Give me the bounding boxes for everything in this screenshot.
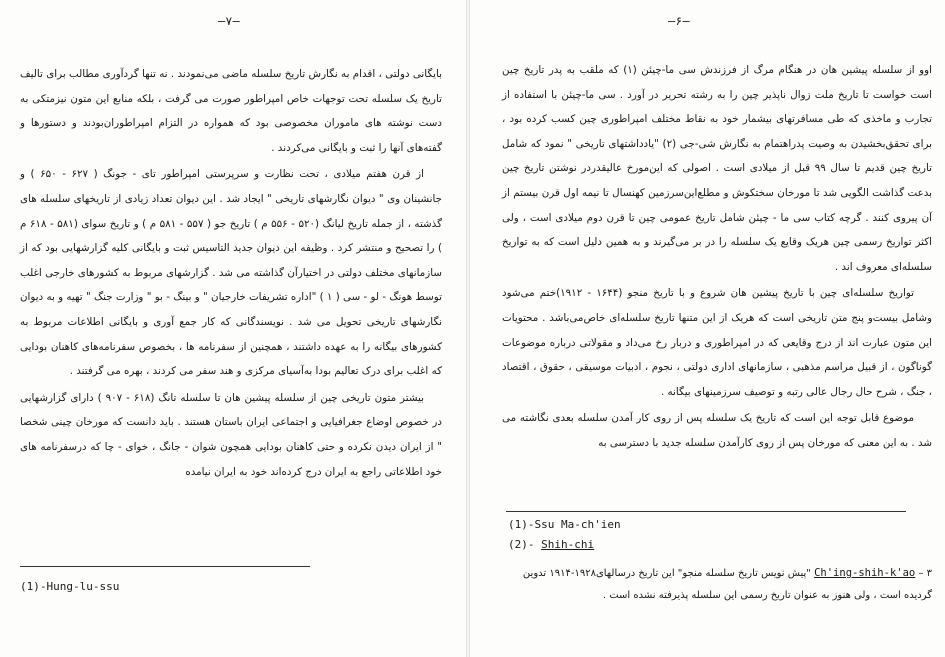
footnote-left-1: (1)-Hung-lu-ssu — [20, 580, 120, 593]
right-page-body — [502, 58, 932, 456]
footnote-right-3 — [506, 562, 932, 607]
right-page — [470, 0, 945, 657]
footnote-right-3-number: ۳ – — [918, 568, 932, 579]
left-page — [0, 0, 466, 657]
left-paragraph-2: از قرن هفتم میلادی ، تحت نظارت و سرپرستی امپراطور تای - جونگ ( ۶۲۷ - ۶۵۰ ) و جانشینان وی " دیوان نگارشهای تاریخی " ایجاد شد . این دیوان تعداد زیادی از تاریخهای سلسله های گذشته ، از جمله تاریخ لیانگ (۵۲۰ - ۵۵۶ م ) تاریخ جو ( ۵۵۷ - ۵۸۱ م ) و تاریخ سوای (۵۸۱ - ۶۱۸ م ) را تصحیح و منتشر کرد . وظیفه این دیوان جدید التاسیس ثبت و بایگانی کلیه گزارشهایی بود که از سازمانهای مختلف دولتی در اختیارآن گذاشته می شد . گزارشهای مربوط به کشورهای خارجی اغلب توسط هونگ - لو - سی ( ۱ ) "اداره تشریفات خارجیان " و بینگ - بو " وزارت جنگ " تهیه و به دیوان نگارشهای تاریخی تحویل می شد . نویسندگانی که کار جمع آوری و بایگانی اطلاعات مربوط به کشورهای بیگانه را به عهده داشتند ، همچنین از سفرنامه ها ، بخصوص سفرنامه‌های کاهنان بودایی که اغلب برای درک تعالیم بودا به‌آسیای مرکزی و هند سفر می کردند ، بهره می گرفتند . — [20, 168, 442, 378]
page-number-left: –۷– — [218, 14, 240, 28]
right-paragraph-1: اوو از سلسله پیشین هان در هنگام مرگ از فرزندش سی ما-چیئن (۱) که ملقب به پدر تاریخ چین است خواست تا تاریخ ملت زوال ناپذیر چین را به رشته تحریر در آورد . سی ما-چیئن با استفاده از تجارب و ماخذی که طی مسافرتهای بیشمار خود به نقاط مختلف امپراطوری چین کسب کرده بود ، برای تحقق‌بخشیدن به وصیت پدراهتمام به نگارش شی-جی (۲) "یادداشتهای تاریخی " نمود که شامل تاریخ چین قدیم تا سال ۹۹ قبل از میلادی است . اصولی که این‌مورخ عالیقدر‌در نوشتن تاریخ چین بدعت گذاشت الگویی شد تا مورخان سختکوش و مطلع‌این‌سرزمین کهنسال تا نیمه اول قرن بیستم از آن پیروی کنند . گرچه کتاب سی ما - چیئن شامل تاریخ عمومی چین تا قرن دوم میلادی است ، ولی اکثر تواریخ رسمی چین هریک وقایع یک سلسله را در بر می‌گیرند و به همین دلیل است که به تواریخ سلسله‌ای معروف اند . — [502, 64, 932, 273]
right-paragraph-2: تواریخ سلسله‌ای چین با تاریخ پیشین هان شروع و با تاریخ منجو (۱۶۴۴ - ۱۹۱۲)ختم می‌شود وشامل بیست‌و پنج متن تاریخی است که هریک از این متنها تاریخ سلسله‌ای خاص‌می‌باشد . محتویات این متون عبارت اند از درج وقایعی که در امپراطوری و دربار رخ می‌داد و مقولاتی درباره موضوعات گوناگون ، از قبیل مراسم مذهبی ، سازمانهای اداری دولتی ، نجوم ، ادبیات موسیقی ، حقوق ، اقتصاد ، جنگ ، شرح حال رجال عالی رتبه و توصیف سرزمینهای بیگانه . — [502, 287, 932, 398]
footnote-right-2-prefix: (2)- — [508, 538, 542, 551]
footnote-right-1: (1)-Ssu Ma-ch'ien — [508, 518, 621, 531]
page-number-right: –۶– — [668, 14, 690, 28]
footnote-divider-left — [20, 566, 310, 567]
right-paragraph-3: موضوع قابل توجه این است که تاریخ یک سلسله پس از روی کار آمدن سلسله بعدی نگاشته می شد . به این معنی که مورخان پس از روی کارآمدن سلسله جدید با دسترسی به — [502, 412, 932, 449]
footnote-divider-right — [506, 511, 906, 512]
footnote-right-2 — [508, 538, 594, 551]
footnote-right-3-latin: Ch'ing-shih-k'ao — [814, 567, 916, 579]
left-paragraph-1: بایگانی دولتی ، اقدام به نگارش تاریخ سلسله ماضی می‌نمودند . نه تنها گردآوری مطالب برای تالیف تاریخ یک سلسله تحت توجهات خاص امپراطور صورت می گرفت ، بلکه منابع این متون نیزمتکی به دست نوشته های ماموران مخصوصی بود که همواره در التزام امپراطوران‌بودند و دستورها و گفته‌ها‌ی آنها را ثبت و بایگانی می‌کردند . — [20, 68, 442, 154]
footnote-right-3-text: "پیش نویس تاریخ سلسله منجو" این تاریخ درسالهای۱۹۲۸-۱۹۱۴ تدوین گردیده است ، ولی هنوز به عنوان تاریخ رسمی این سلسله پذیرفته نشده است . — [522, 568, 932, 601]
footnote-right-2-term: Shih-chi — [541, 538, 595, 551]
left-paragraph-3: بیشتر متون تاریخی چین از سلسله پیشین هان تا سلسله تانگ (۶۱۸ - ۹۰۷ ) دارای گزارشهایی در خصوص اوضاع جغرافیایی و اجتماعی ایران باستان هستند . باید دانست که مورخان چینی شخصا " از ایران دیدن نکرده و حتی کاهنان بودایی همچون شوان - جانگ ، خوای - چا که درسفرنامه های خود اطلاعاتی راجع به ایران درج کرده‌اند خود به ایران نیامده — [20, 391, 442, 478]
left-page-body — [20, 62, 442, 484]
